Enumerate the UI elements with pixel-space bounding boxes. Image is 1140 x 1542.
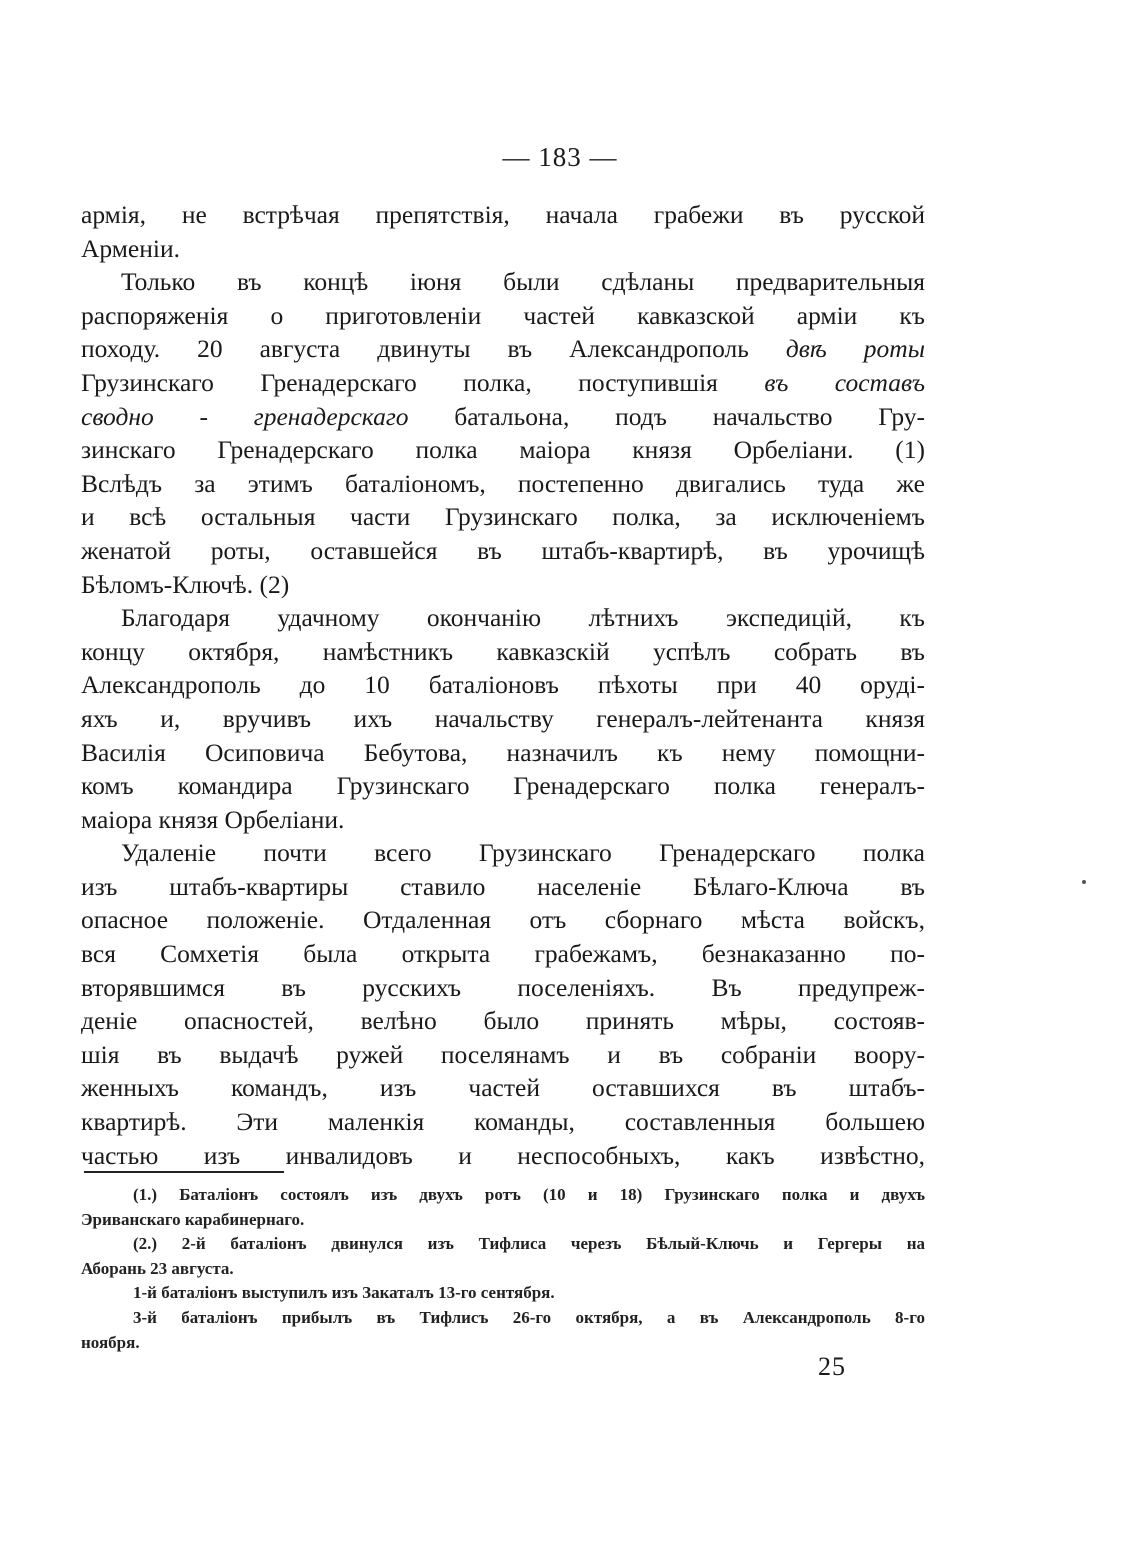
text-line: Только въ концѣ іюня были сдѣланы предварительныя [121, 267, 925, 297]
text-line [81, 400, 925, 434]
text-line: Василія Осиповича Бебутова, назначилъ къ нему помощни- [81, 737, 925, 767]
text-line: Александрополь до 10 баталіоновъ пѣхоты при 40 орудi- [81, 670, 925, 700]
italic-text: въ составъ [764, 367, 925, 397]
text-line: распоряженія о приготовленіи частей кавказской арміи къ [81, 300, 925, 330]
footnote-3 [81, 1281, 925, 1306]
text-line: маіора князя Орбеліани. [81, 804, 345, 834]
italic-text: сводно - гренадерскаго [81, 401, 409, 431]
print-speck [1082, 880, 1086, 884]
footnote-divider [84, 1171, 284, 1173]
text-line: зинскаго Гренадерскаго полка маіора князя Орбеліани. (1) [81, 435, 925, 465]
text-line: концу октября, намѣстникъ кавказскій успѣлъ собрать въ [81, 636, 925, 666]
text-line: шія въ выдачѣ ружей поселянамъ и въ собраніи воору- [81, 1039, 925, 1069]
footnote-line: (2.) 2-й баталіонъ двинулся изъ Тифлиса черезъ Бѣлый-Ключь и Гергеры на [133, 1234, 925, 1254]
footnote-line: 1-й баталіонъ выступилъ изъ Закаталъ 13-го сентября. [133, 1283, 555, 1303]
text-line: изъ штабъ-квартиры ставило населеніе Бѣлаго-Ключа въ [81, 871, 925, 901]
text-segment: походу. 20 августа двинуты въ Александрополь [81, 334, 749, 364]
signature-mark: 25 [818, 1352, 846, 1381]
footnote-line: 3-й баталіонъ прибылъ въ Тифлисъ 26-го октября, а въ Александрополь 8-го [133, 1307, 925, 1327]
paragraph-2 [81, 265, 925, 601]
footnote-line: ноября. [81, 1332, 140, 1352]
text-line: деніе опасностей, велѣно было принять мѣры, состояв- [81, 1006, 925, 1036]
text-line: опасное положеніе. Отдаленная отъ сборнаго мѣста войскъ, [81, 905, 925, 935]
text-segment: батальона, подъ начальство Гру- [454, 401, 926, 431]
italic-text: двѣ роты [785, 334, 925, 364]
text-line: женныхъ командъ, изъ частей оставшихся въ штабъ- [81, 1073, 925, 1103]
text-line: Бѣломъ-Ключѣ. (2) [81, 569, 290, 599]
text-line: яхъ и, вручивъ ихъ начальству генералъ-лейтенанта князя [81, 703, 925, 733]
footnote-2 [81, 1232, 925, 1281]
text-segment: Грузинскаго Гренадерскаго полка, поступившія [81, 367, 718, 397]
paragraph-1 [81, 198, 925, 265]
footnote-line: Аборань 23 августа. [81, 1258, 234, 1278]
text-line: женатой роты, оставшейся въ штабъ-квартирѣ, въ урочищѣ [81, 535, 925, 565]
text-line: Вслѣдъ за этимъ баталіономъ, постепенно двигались туда же [81, 468, 925, 498]
text-line: квартирѣ. Эти маленкія команды, составленныя большею [81, 1107, 925, 1137]
text-line: частью изъ инвалидовъ и неспособныхъ, какъ извѣстно, [81, 1140, 925, 1170]
footnote-4 [81, 1306, 925, 1355]
text-line [81, 332, 925, 366]
footnotes [81, 1183, 925, 1355]
page-number-header: — 183 — [502, 142, 618, 172]
text-line: Благодаря удачному окончанію лѣтнихъ экспедицій, къ [121, 603, 925, 633]
text-line: армія, не встрѣчая препятствія, начала грабежи въ русской [81, 200, 925, 229]
paragraph-3 [81, 601, 925, 836]
text-line [81, 366, 925, 400]
text-line: вторявшимся въ русскихъ поселеніяхъ. Въ предупреж- [81, 972, 925, 1002]
text-line: Удаленіе почти всего Грузинскаго Гренадерскаго полка [121, 838, 925, 868]
footnote-line: (1.) Баталіонъ состоялъ изъ двухъ ротъ (10 и 18) Грузинскаго полка и двухъ [133, 1185, 925, 1204]
text-line: комъ командира Грузинскаго Гренадерскаго полка генералъ- [81, 771, 925, 801]
text-line: и всѣ остальныя части Грузинскаго полка, за исключеніемъ [81, 502, 925, 532]
paragraph-4 [81, 836, 925, 1172]
main-text [81, 198, 925, 1172]
footnote-line: Эриванскаго карабинернаго. [81, 1209, 305, 1229]
text-line: вся Сомхетія была открыта грабежамъ, безнаказанно по- [81, 939, 925, 969]
footnote-1 [81, 1183, 925, 1232]
text-line: Арменіи. [81, 233, 180, 263]
